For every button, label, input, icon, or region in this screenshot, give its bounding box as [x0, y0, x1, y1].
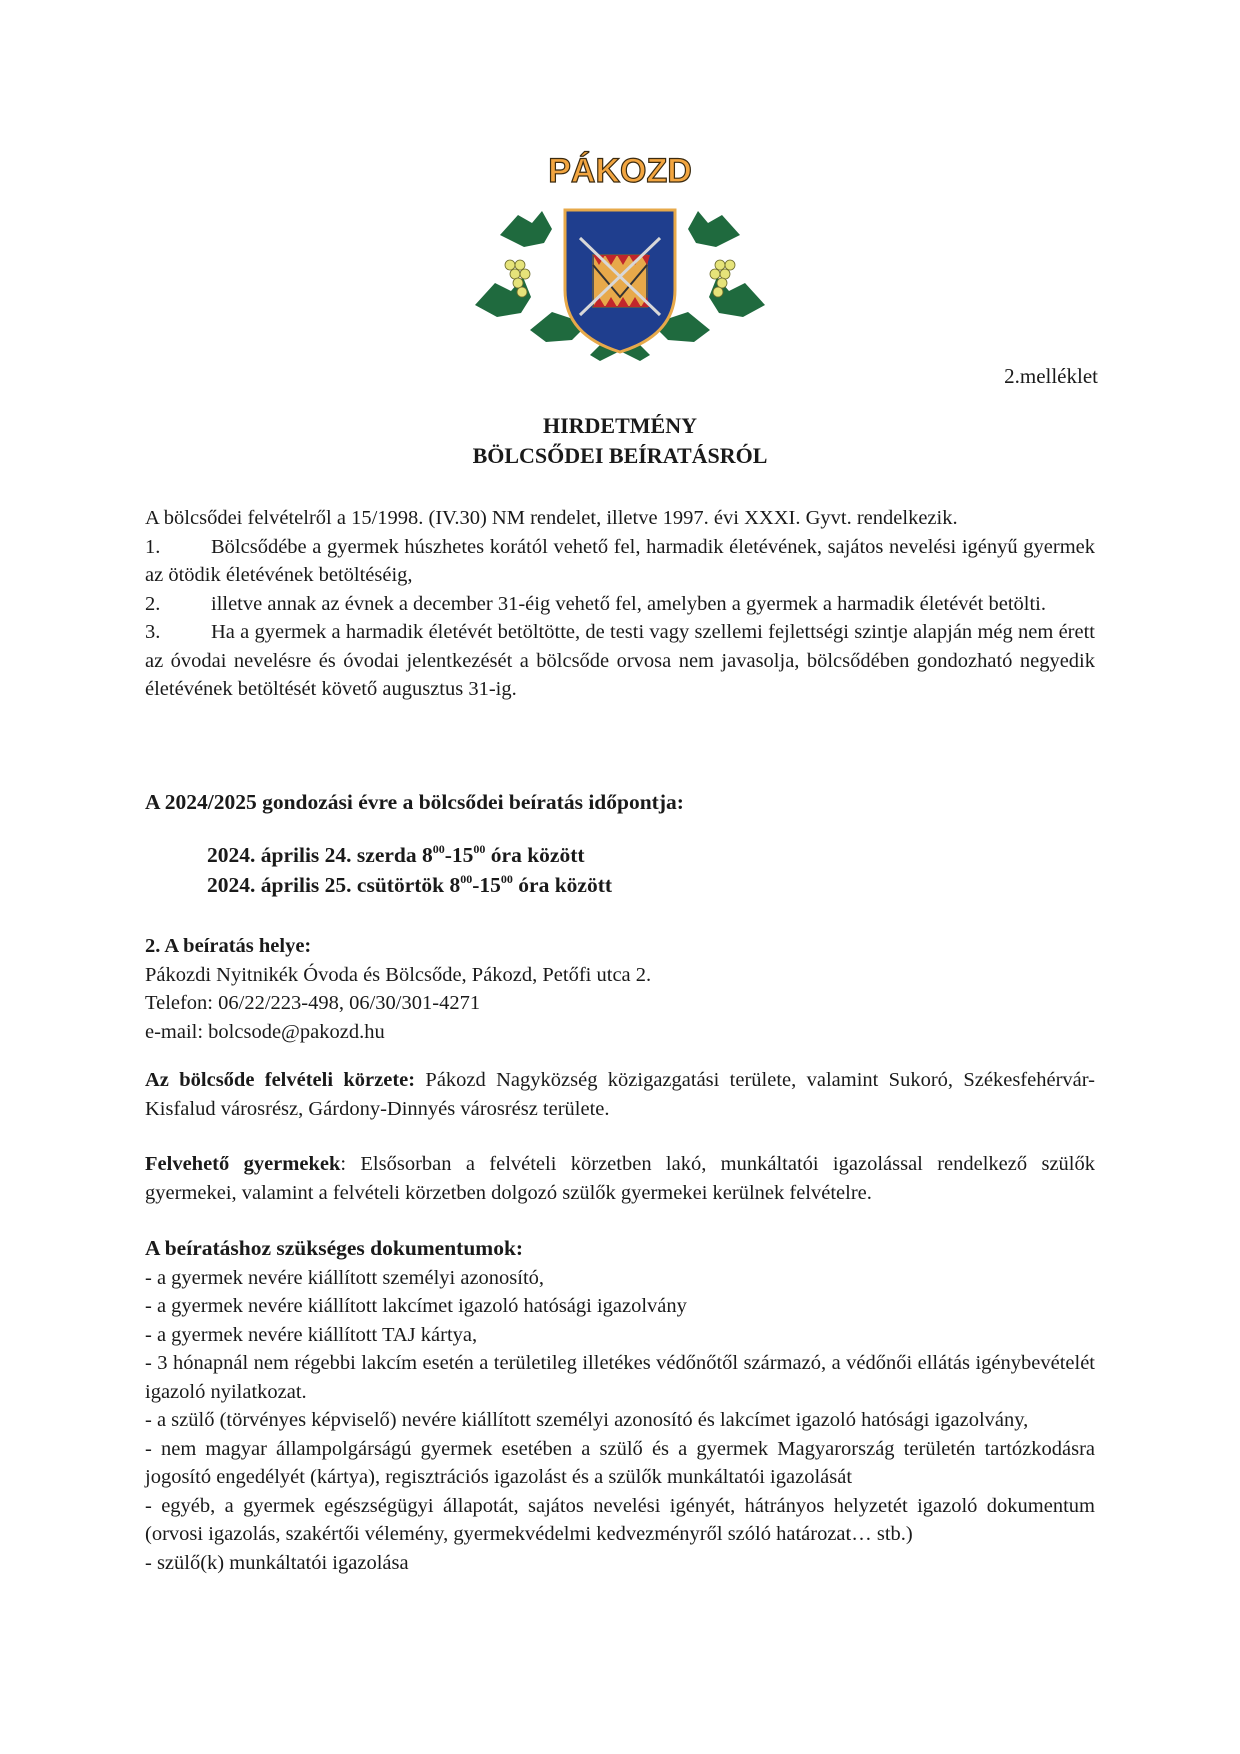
- place-address: Pákozdi Nyitnikék Óvoda és Bölcsőde, Pákozd, Petőfi utca 2.: [145, 963, 652, 986]
- item-number: 3.: [145, 621, 161, 643]
- doc-item: - a gyermek nevére kiállított személyi azonosító,: [145, 1266, 545, 1289]
- document-subtitle: BÖLCSŐDEI BEÍRATÁSRÓL: [472, 443, 768, 468]
- date-text: 2024. április 24. szerda 8: [207, 843, 433, 867]
- document-title: HIRDETMÉNY: [542, 413, 697, 438]
- end-minutes: 00: [473, 842, 486, 856]
- zone-text: Pákozd Nagyközség közigazgatási területe, valamint Sukoró, Székesfehérvár-Kisfalud városrész, Gárdony-Dinnyés városrész területe.: [145, 1069, 1095, 1120]
- zone-label: Az bölcsőde felvételi körzete:: [145, 1069, 416, 1091]
- item-text: illetve annak az évnek a december 31-éig vehető fel, amelyben a gyermek a harmadik életévét betölti.: [211, 592, 1046, 615]
- place-section: [145, 932, 1095, 1046]
- doc-item: - 3 hónapnál nem régebbi lakcím esetén a területileg illetékes védőnőtől származó, a védőnői ellátás igénybevételét igazoló nyilatkozat.: [145, 1352, 1095, 1403]
- zone-section: [145, 1066, 1095, 1123]
- end-minutes: 00: [500, 872, 513, 886]
- place-email[interactable]: e-mail: bolcsode@pakozd.hu: [145, 1020, 385, 1043]
- schedule-heading: A 2024/2025 gondozási évre a bölcsődei beíratás időpontja:: [145, 790, 684, 814]
- item-number: 2.: [145, 592, 161, 615]
- end-hour: -15: [444, 843, 474, 867]
- doc-item: - egyéb, a gyermek egészségügyi állapotát, sajátos nevelési igényét, hátrányos helyzetét igazoló dokumentum (orvosi igazolás, szakértői vélemény, gyermekvédelmi kedvezményről szóló határozat… stb.): [145, 1494, 1095, 1545]
- kids-text: : Elsősorban a felvételi körzetben lakó, munkáltatói igazolással rendelkező szülők gyermekei, valamint a felvételi körzetben dolgozó szülők gyermekei kerülnek felvételre.: [145, 1153, 1095, 1204]
- place-heading: 2. A beíratás helye:: [145, 935, 312, 957]
- item-text: Ha a gyermek a harmadik életévét betöltötte, de testi vagy szellemi fejlettségi szintje alapján még nem érett az óvodai nevelésre és óvodai jelentkezését a bölcsőde orvosa nem javasolja, bölcsődében gondozható negyedik életévének betöltését követő augusztus 31-ig.: [145, 621, 1095, 700]
- intro-item: [145, 618, 1095, 704]
- kids-label: Felvehető gyermekek: [145, 1153, 341, 1175]
- end-hour: -15: [472, 873, 501, 897]
- logo-town-name: PÁKOZD: [548, 152, 692, 190]
- intro-section: [145, 504, 1095, 704]
- item-number: 1.: [145, 535, 161, 558]
- start-minutes: 00: [432, 842, 445, 856]
- doc-item: - a gyermek nevére kiállított TAJ kártya,: [145, 1323, 478, 1346]
- doc-item: - a gyermek nevére kiállított lakcímet igazoló hatósági igazolvány: [145, 1295, 687, 1317]
- item-text: Bölcsődébe a gyermek húszhetes korától vehető fel, harmadik életévének, sajátos nevelési igényű gyermek az ötödik életévének betöltéséig,: [145, 535, 1095, 586]
- place-phone: Telefon: 06/22/223-498, 06/30/301-4271: [145, 992, 481, 1014]
- intro-item: [145, 533, 1095, 590]
- pakozd-coat-of-arms-logo: [470, 140, 770, 365]
- doc-item: - szülő(k) munkáltatói igazolása: [145, 1551, 409, 1574]
- date-text: 2024. április 25. csütörtök 8: [207, 873, 461, 897]
- doc-item: - nem magyar állampolgárságú gyermek esetében a szülő és a gyermek Magyarország területén tartózkodásra jogosító engedélyét (kártya), regisztrációs igazolást és a szülők munkáltatói igazolását: [145, 1437, 1095, 1488]
- intro-item: [145, 590, 1095, 619]
- eligible-children-section: [145, 1150, 1095, 1207]
- intro-lead: A bölcsődei felvételről a 15/1998. (IV.30) NM rendelet, illetve 1997. évi XXXI. Gyvt. rendelkezik.: [145, 507, 958, 529]
- doc-item: - a szülő (törvényes képviselő) nevére kiállított személyi azonosító és lakcímet igazoló hatósági igazolvány,: [145, 1409, 1029, 1431]
- docs-heading: A beíratáshoz szükséges dokumentumok:: [145, 1236, 524, 1260]
- schedule-date: [207, 870, 612, 900]
- schedule-date: [207, 840, 585, 870]
- time-suffix: óra között: [512, 873, 613, 897]
- required-documents-section: [145, 1234, 1095, 1577]
- annex-label: 2.melléklet: [1004, 364, 1098, 388]
- start-minutes: 00: [460, 872, 473, 886]
- time-suffix: óra között: [485, 843, 585, 867]
